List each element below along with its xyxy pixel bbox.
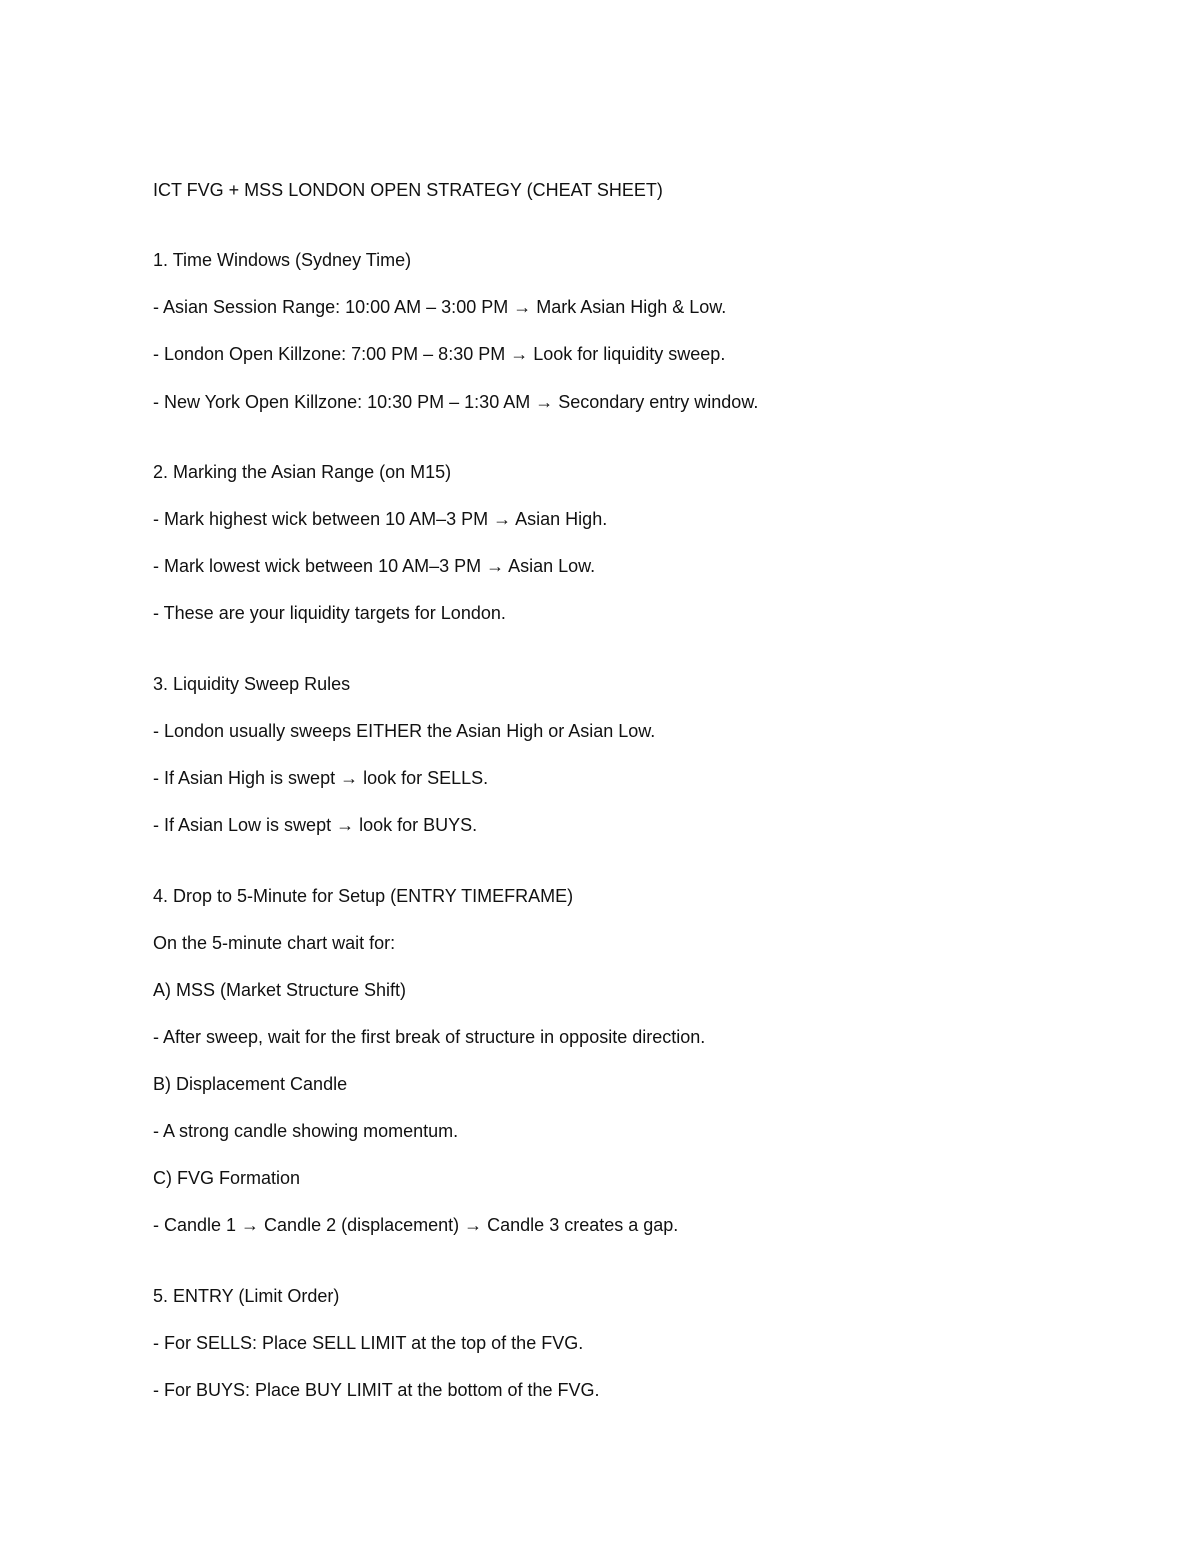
list-item: - Mark lowest wick between 10 AM–3 PM → Asian Low. xyxy=(153,556,596,576)
section-heading-entry-timeframe: 4. Drop to 5-Minute for Setup (ENTRY TIMEFRAME) xyxy=(153,886,574,906)
section-heading-time-windows: 1. Time Windows (Sydney Time) xyxy=(153,250,412,270)
list-item: - For BUYS: Place BUY LIMIT at the bottom of the FVG. xyxy=(153,1380,600,1400)
list-item: - New York Open Killzone: 10:30 PM – 1:30 AM → Secondary entry window. xyxy=(153,392,759,412)
list-item: - London usually sweeps EITHER the Asian High or Asian Low. xyxy=(153,721,656,741)
list-item: - Mark highest wick between 10 AM–3 PM → Asian High. xyxy=(153,509,608,529)
list-item: - Candle 1 → Candle 2 (displacement) → Candle 3 creates a gap. xyxy=(153,1215,679,1235)
list-item: - After sweep, wait for the first break of structure in opposite direction. xyxy=(153,1027,706,1047)
list-item: - A strong candle showing momentum. xyxy=(153,1121,459,1141)
list-item: - For SELLS: Place SELL LIMIT at the top of the FVG. xyxy=(153,1333,584,1353)
section-heading-liquidity-sweep: 3. Liquidity Sweep Rules xyxy=(153,674,351,694)
subheading-displacement: B) Displacement Candle xyxy=(153,1074,348,1094)
document-title: ICT FVG + MSS LONDON OPEN STRATEGY (CHEAT SHEET) xyxy=(153,180,663,200)
subheading-fvg-formation: C) FVG Formation xyxy=(153,1168,301,1188)
list-item: - If Asian Low is swept → look for BUYS. xyxy=(153,815,478,835)
list-item: - London Open Killzone: 7:00 PM – 8:30 PM → Look for liquidity sweep. xyxy=(153,344,726,364)
section-intro: On the 5-minute chart wait for: xyxy=(153,933,396,953)
list-item: - These are your liquidity targets for London. xyxy=(153,603,506,623)
list-item: - Asian Session Range: 10:00 AM – 3:00 PM → Mark Asian High & Low. xyxy=(153,297,727,317)
section-heading-asian-range: 2. Marking the Asian Range (on M15) xyxy=(153,462,452,482)
subheading-mss: A) MSS (Market Structure Shift) xyxy=(153,980,407,1000)
list-item: - If Asian High is swept → look for SELLS. xyxy=(153,768,489,788)
section-heading-entry: 5. ENTRY (Limit Order) xyxy=(153,1286,340,1306)
